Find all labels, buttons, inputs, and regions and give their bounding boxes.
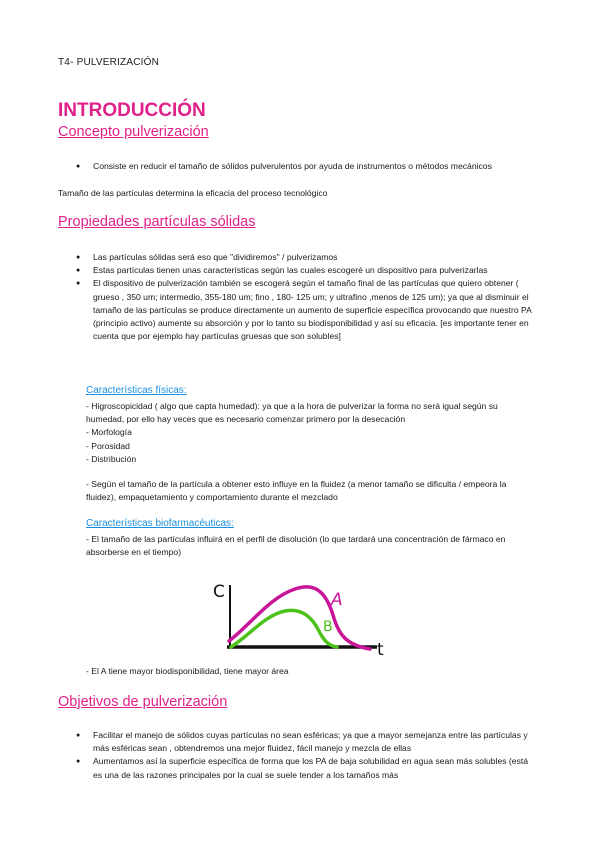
list-item: ● Consiste en reducir el tamaño de sólidos pulverulentos por ayuda de instrumentos o métodos mecánicos [58, 160, 528, 173]
list-item: ● Facilitar el manejo de sólidos cuyas partículas no sean esféricas; ya que a mayor semejanza entre las partículas y más esféricas sean , obtendremos una mejor fluidez, fácil manejo y mezcla de ellas [58, 729, 538, 755]
heading-physical: Características físicas: [86, 385, 187, 396]
heading-concept: Concepto pulverización [58, 124, 209, 140]
curve-b [231, 610, 337, 647]
list-item: ● Las partículas sólidas será eso que "dividiremos" / pulverizamos [58, 251, 538, 264]
x-axis-label: t [377, 640, 384, 660]
list-item: - Morfología [86, 427, 132, 438]
list-item: ● Aumentamos así la superficie específica de forma que los PA de baja solubilidad en agua sean más solubles (está es una de las razones principales por la cual se suele tender a los tamaños más [58, 755, 538, 781]
physical-list [86, 400, 538, 466]
heading-properties: Propiedades partículas sólidas [58, 214, 256, 230]
list-item: ● El dispositivo de pulverización también se escogerá según el tamaño final de las partículas que quiero obtener ( grueso , 350 um; intermedio, 355-180 um; fino , 180- 125 um; y ultrafino ,menos de 125 um); ya que al disminuir el tamaño de las partículas se produce directamente un aumento de superficie específica provocando que nuestro PA (principio activo) aumente su absorción y por lo tanto su biodisponibilidad y así su eficacia. [es importante tener en cuenta que por ejemplo hay partículas gruesas que son solubles] [58, 277, 538, 343]
dissolution-graph [205, 575, 395, 665]
biopharm-text: - El tamaño de las partículas influirá en el perfil de disolución (lo que tardará una concentración de fármaco en absorberse en el tiempo) [86, 534, 506, 558]
heading-objectives: Objetivos de pulverización [58, 694, 228, 710]
label-a: A [331, 590, 343, 610]
section-title-introduction: INTRODUCCIÓN [58, 100, 206, 121]
objectives-list [58, 729, 538, 782]
y-axis-label: C [213, 582, 225, 602]
physical-note: - Según el tamaño de la partícula a obtener esto influye en la fluidez (a menor tamaño se dificulta / empeora la fluidez), empaquetamiento y comportamiento durante el mezclado [86, 479, 507, 503]
document-header: T4- PULVERIZACIÓN [58, 57, 160, 68]
graph-caption: - El A tiene mayor biodisponibilidad, tiene mayor área [86, 666, 289, 676]
list-item: - Higroscopicidad ( algo que capta humedad): ya que a la hora de pulverizar la forma no será igual según su humedad, por ello hay veces que es necesario comenzar primero por la desecación [86, 401, 498, 425]
heading-biopharm: Características biofarmacéuticas: [86, 518, 234, 529]
curve-a [229, 587, 370, 649]
concept-note: Tamaño de las partículas determina la eficacia del proceso tecnológico [58, 188, 328, 198]
properties-list [58, 251, 538, 343]
list-item: - Porosidad [86, 440, 130, 451]
label-b: B [323, 619, 333, 635]
list-item: - Distribución [86, 453, 137, 464]
list-item: ● Estas partículas tienen unas características según las cuales escogeré un dispositivo para pulverizarlas [58, 264, 538, 277]
concept-list [58, 160, 528, 173]
